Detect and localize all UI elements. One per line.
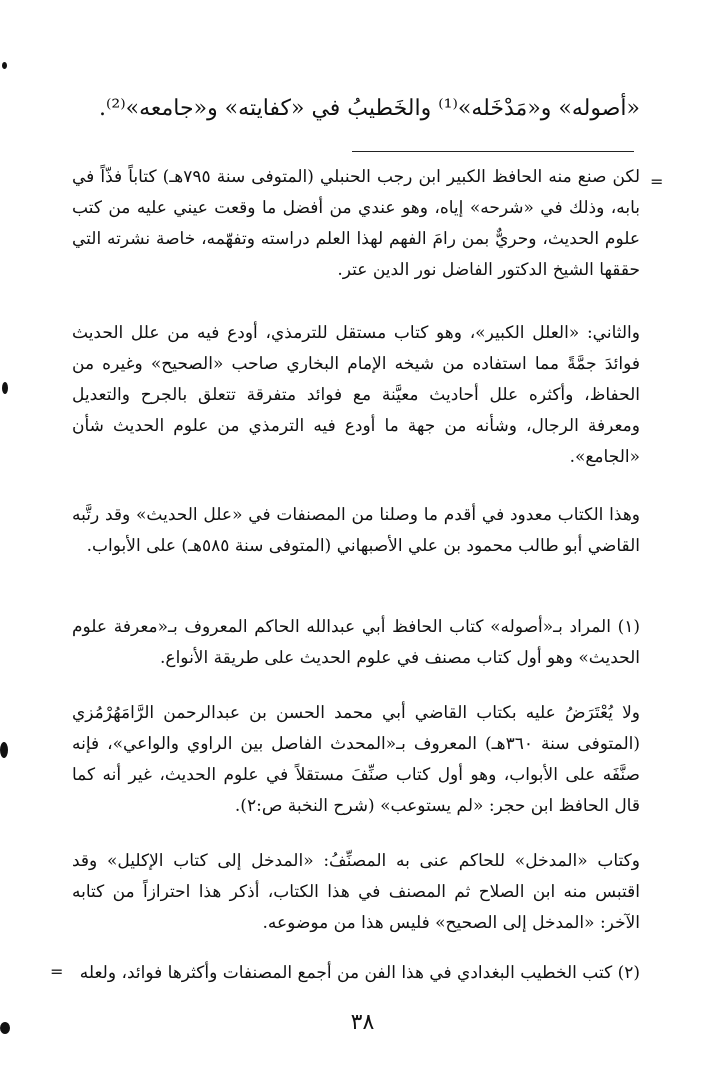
scan-speck: [0, 1022, 10, 1034]
footnote-1: (١) المراد بـ«أصوله» كتاب الحافظ أبي عبدالله الحاكم المعروف بـ«معرفة علوم الحديث» وهو أول كتاب مصنف في علوم الحديث على طريقة الأنواع.: [72, 617, 640, 668]
scan-speck: [2, 62, 7, 69]
footnote-paragraph-2: والثاني: «العلل الكبير»، وهو كتاب مستقل للترمذي، أودع فيه من علل الحديث فوائدَ جمَّةً مما استفاده من شيخه الإمام البخاري صاحب «الصحيح» وغيره من الحفاظ، وأكثره علل أحاديث معيَّنة مع فوائد متفرقة تتعلق بالجرح والتعديل ومعرفة الرجال، وشأنه من جهة ما أودع فيه الترمذي من علوم الحديث شأن «الجامع».: [72, 323, 640, 467]
scan-speck: [0, 742, 8, 758]
continuation-mark-bottom: =: [50, 962, 64, 981]
page-number: ٣٨: [350, 1010, 375, 1035]
footnote-2: (٢) كتب الخطيب البغدادي في هذا الفن من أجمع المصنفات وأكثرها فوائد، ولعله: [79, 963, 640, 983]
footnote-separator: [352, 151, 634, 152]
scan-speck: [2, 382, 8, 394]
continuation-mark-top: =: [650, 172, 664, 191]
footnote-paragraph-3: وهذا الكتاب معدود في أقدم ما وصلنا من المصنفات في «علل الحديث» وقد رتَّبه القاضي أبو طالب محمود بن علي الأصبهاني (المتوفى سنة ٥٨٥هـ) على الأبواب.: [72, 505, 640, 556]
footnote-1-mudkhal: وكتاب «المدخل» للحاكم عنى به المصنِّفُ: «المدخل إلى كتاب الإكليل» وقد اقتبس منه ابن الصلاح ثم المصنف في هذا الكتاب، أذكر هذا احترازاً من كتابه الآخر: «المدخل إلى الصحيح» فليس هذا من موضوعه.: [72, 851, 640, 933]
main-text-line: «أصوله» و«مَدْخَله»⁽¹⁾ والخَطيبُ في «كفايته» و«جامعه»⁽²⁾.: [99, 96, 640, 121]
footnote-1-continued: ولا يُعْتَرَضُ عليه بكتاب القاضي أبي محمد الحسن بن عبدالرحمن الرَّامَهُرْمُزي (المتوفى سنة ٣٦٠هـ) المعروف بـ«المحدث الفاصل بين الراوي والواعي»، فإنه صنَّفَه على الأبواب، وهو أول كتاب صنِّفَ مستقلاً في علوم الحديث، غير أنه كما قال الحافظ ابن حجر: «لم يستوعب» (شرح النخبة ص:٢).: [72, 703, 640, 816]
footnote-paragraph-1: لكن صنع منه الحافظ الكبير ابن رجب الحنبلي (المتوفى سنة ٧٩٥هـ) كتاباً فذّاً في بابه، وذلك في «شرحه» إياه، وهو عندي من أفضل ما وقعت عيني عليه من كتب علوم الحديث، وحريٌّ بمن رامَ الفهم لهذا العلم دراسته وتفهّمه، خاصة نشرته التي حققها الشيخ الدكتور الفاضل نور الدين عتر.: [72, 167, 640, 280]
